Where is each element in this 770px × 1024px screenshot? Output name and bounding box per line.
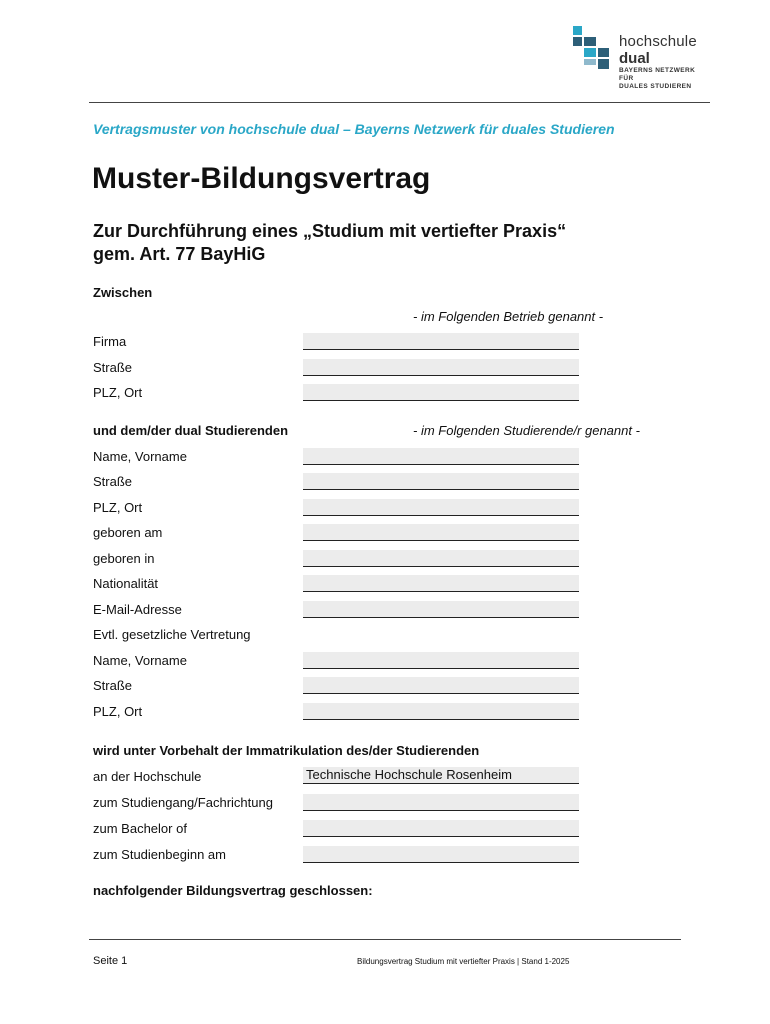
field-label-guardian-name: Name, Vorname (93, 653, 187, 668)
document-title: Muster-Bildungsvertrag (92, 162, 431, 195)
field-label-guardian-zip-city: PLZ, Ort (93, 704, 143, 719)
hochschule-dual-logo (571, 26, 711, 90)
field-label-email: E-Mail-Adresse (93, 602, 182, 617)
footer-divider (89, 939, 681, 940)
student-name-input[interactable] (303, 448, 579, 465)
field-label-study-start: zum Studienbeginn am (93, 847, 226, 862)
guardian-street-input[interactable] (303, 677, 579, 694)
field-label-university: an der Hochschule (93, 769, 202, 784)
field-label-bachelor: zum Bachelor of (93, 821, 187, 836)
field-label-nationality: Nationalität (93, 576, 159, 591)
page-number: Seite 1 (93, 955, 128, 967)
guardian-zip-city-input[interactable] (303, 703, 579, 720)
logo-line-1: hochschule (619, 33, 697, 50)
field-label-guardian-street: Straße (93, 678, 133, 693)
field-label-student-street: Straße (93, 474, 133, 489)
guardian-name-input[interactable] (303, 652, 579, 669)
field-label-student-zip-city: PLZ, Ort (93, 500, 143, 515)
field-label-birth-place: geboren in (93, 551, 155, 566)
university-input[interactable]: Technische Hochschule Rosenheim (303, 767, 579, 784)
birth-date-input[interactable] (303, 524, 579, 541)
student-zip-city-input[interactable] (303, 499, 579, 516)
section-between: Zwischen (93, 285, 153, 300)
birth-place-input[interactable] (303, 550, 579, 567)
header-divider (89, 102, 710, 103)
company-street-input[interactable] (303, 359, 579, 376)
student-street-input[interactable] (303, 473, 579, 490)
nationality-input[interactable] (303, 575, 579, 592)
tagline: Vertragsmuster von hochschule dual – Bayerns Netzwerk für duales Studieren (93, 121, 615, 137)
company-note: - im Folgenden Betrieb genannt - (413, 309, 604, 324)
email-input[interactable] (303, 601, 579, 618)
student-note: - im Folgenden Studierende/r genannt - (413, 423, 640, 438)
field-label-company-zip-city: PLZ, Ort (93, 385, 143, 400)
field-label-company-street: Straße (93, 360, 133, 375)
logo-mark-icon (571, 26, 611, 74)
section-student: und dem/der dual Studierenden (93, 423, 289, 438)
study-start-input[interactable] (303, 846, 579, 863)
field-label-birth-date: geboren am (93, 525, 163, 540)
document-subtitle (93, 220, 566, 266)
field-label-program: zum Studiengang/Fachrichtung (93, 795, 273, 810)
program-input[interactable] (303, 794, 579, 811)
guardian-heading: Evtl. gesetzliche Vertretung (93, 627, 251, 642)
logo-line-3: BAYERNS NETZWERK FÜR (619, 67, 696, 82)
firma-input[interactable] (303, 333, 579, 350)
field-label-student-name: Name, Vorname (93, 449, 187, 464)
subtitle-line-2: gem. Art. 77 BayHiG (93, 244, 266, 264)
bachelor-input[interactable] (303, 820, 579, 837)
logo-line-4: DUALES STUDIEREN (619, 83, 692, 90)
section-reservation: wird unter Vorbehalt der Immatrikulation des/der Studierenden (93, 743, 480, 758)
company-zip-city-input[interactable] (303, 384, 579, 401)
logo-line-2: dual (619, 50, 650, 67)
subtitle-line-1: Zur Durchführung eines „Studium mit vertiefter Praxis“ (93, 221, 567, 241)
field-label-firma: Firma (93, 334, 127, 349)
closing-statement: nachfolgender Bildungsvertrag geschlossen: (93, 883, 373, 898)
footer-text: Bildungsvertrag Studium mit vertiefter Praxis | Stand 1-2025 (357, 957, 570, 966)
